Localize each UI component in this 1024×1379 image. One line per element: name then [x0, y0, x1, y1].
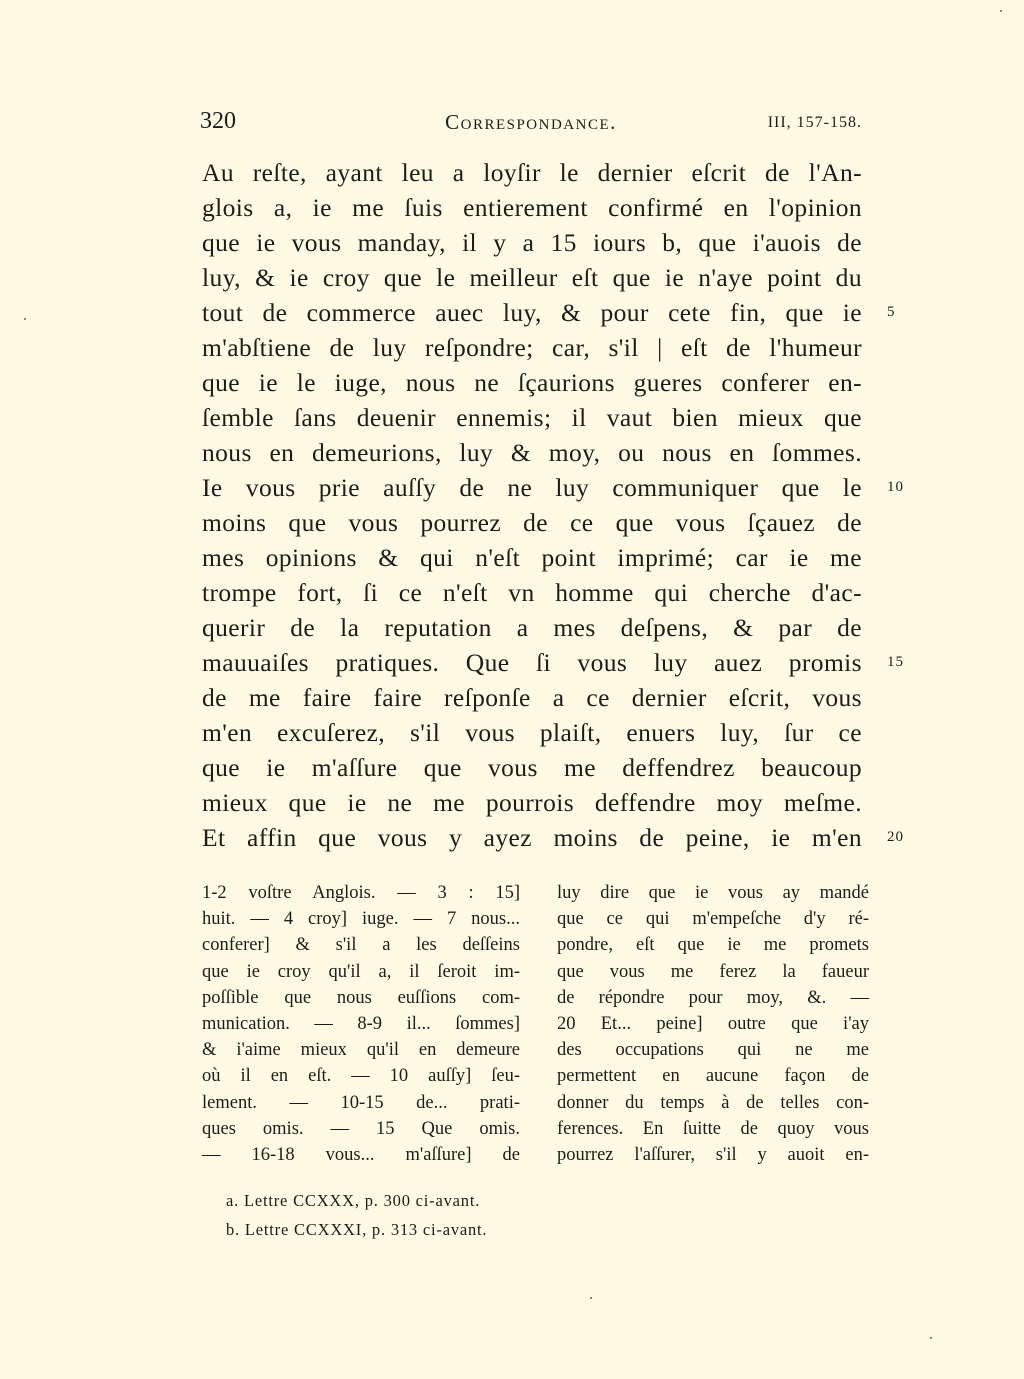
variant-line: pourrez l'aſſurer, s'il y auoit en- — [557, 1144, 869, 1165]
volume-reference: III, 157-158. — [767, 114, 862, 131]
line-number-marker: 15 — [887, 654, 904, 670]
text-line-content: trompe fort, ſi ce n'eſt vn homme qui cherche d'ac- — [202, 578, 862, 607]
variant-line: ferences. En ſuitte de quoy vous — [557, 1118, 869, 1139]
variant-line: munication. — 8-9 il... ſommes] — [202, 1013, 520, 1034]
footnote: b. Lettre CCXXXI, p. 313 ci-avant. — [226, 1220, 488, 1239]
variant-line: luy dire que ie vous ay mandé — [557, 883, 869, 903]
variant-line: poſſible que nous euſſions com- — [202, 987, 520, 1008]
text-line-content: Au reſte, ayant leu a loyſir le dernier eſcrit de l'An- — [202, 158, 862, 187]
variant-line: où il en eſt. — 10 auſſy] ſeu- — [202, 1066, 520, 1087]
paper-speck — [24, 318, 26, 320]
variant-line: permettent en aucune façon de — [557, 1066, 869, 1087]
text-line — [202, 785, 862, 820]
paper-speck — [1000, 10, 1002, 12]
paper-speck — [930, 1337, 932, 1339]
text-line-content: mauuaiſes pratiques. Que ſi vous luy auez promis — [202, 648, 862, 677]
running-title: Correspondance. — [445, 110, 617, 134]
variant-line: conferer] & s'il a les deſſeins — [202, 935, 520, 956]
text-line — [202, 750, 862, 785]
text-line-content: mieux que ie ne me pourrois deffendre moy meſme. — [202, 788, 862, 817]
text-line — [202, 505, 862, 540]
text-line-content: querir de la reputation a mes deſpens, & par de — [202, 613, 862, 642]
text-line-content: nous en demeurions, luy & moy, ou nous en ſommes. — [202, 438, 862, 467]
page-header — [200, 108, 862, 142]
text-line — [202, 400, 862, 435]
variant-line: pondre, eſt que ie me promets — [557, 935, 869, 956]
text-line — [202, 610, 862, 645]
text-line — [202, 435, 862, 470]
variants-left-column — [202, 880, 520, 1168]
text-line — [202, 225, 862, 260]
line-number-marker: 20 — [887, 829, 904, 845]
variant-line: que ce qui m'empeſche d'y ré- — [557, 909, 869, 930]
variant-line: ques omis. — 15 Que omis. — [202, 1118, 520, 1139]
variants-right-column — [557, 880, 869, 1168]
variant-line: donner du temps à de telles con- — [557, 1092, 869, 1113]
footnote: a. Lettre CCXXX, p. 300 ci-avant. — [226, 1191, 481, 1210]
text-line-content: moins que vous pourrez de ce que vous ſçauez de — [202, 508, 862, 537]
variant-line: lement. — 10-15 de... prati- — [202, 1092, 520, 1113]
text-line — [202, 155, 862, 190]
text-line-content: m'abſtiene de luy reſpondre; car, s'il | eſt de l'humeur — [202, 333, 862, 362]
text-line — [202, 820, 904, 855]
text-line — [202, 295, 896, 330]
variant-line: — 16-18 vous... m'aſſure] de — [202, 1144, 520, 1165]
text-line-content: ſemble ſans deuenir ennemis; il vaut bien mieux que — [202, 403, 862, 432]
text-line — [202, 190, 862, 225]
footnotes — [226, 1186, 487, 1244]
text-line — [202, 680, 862, 715]
main-text-block — [202, 155, 904, 855]
text-line-content: tout de commerce auec luy, & pour cete fin, que ie — [202, 298, 862, 327]
variant-line: huit. — 4 croy] iuge. — 7 nous... — [202, 909, 520, 930]
paper-speck — [590, 1297, 592, 1299]
variant-line: de répondre pour moy, &. — — [557, 987, 869, 1008]
variant-line: que ie croy qu'il a, il ſeroit im- — [202, 961, 520, 982]
text-line — [202, 540, 862, 575]
line-number-marker: 5 — [887, 304, 896, 320]
text-line — [202, 330, 862, 365]
variant-line: 1-2 voſtre Anglois. — 3 : 15] — [202, 883, 520, 903]
variant-line: des occupations qui ne me — [557, 1040, 869, 1061]
text-line — [202, 715, 862, 750]
text-line-content: glois a, ie me ſuis entierement confirmé en l'opinion — [202, 193, 862, 222]
text-line — [202, 260, 862, 295]
text-line-content: que ie m'aſſure que vous me deffendrez beaucoup — [202, 753, 862, 782]
text-line — [202, 470, 904, 505]
text-line-content: m'en excuſerez, s'il vous plaiſt, enuers luy, ſur ce — [202, 718, 862, 747]
page-number: 320 — [200, 108, 236, 134]
text-line-content: Ie vous prie auſſy de ne luy communiquer que le — [202, 473, 862, 502]
variant-line: que vous me ferez la faueur — [557, 961, 869, 982]
text-line-content: mes opinions & qui n'eſt point imprimé; car ie me — [202, 543, 862, 572]
text-line-content: que ie le iuge, nous ne ſçaurions gueres conferer en- — [202, 368, 862, 397]
text-line — [202, 365, 862, 400]
text-line-content: que ie vous manday, il y a 15 iours b, que i'auois de — [202, 228, 862, 257]
line-number-marker: 10 — [887, 479, 904, 495]
text-line — [202, 645, 904, 680]
variant-line: 20 Et... peine] outre que i'ay — [557, 1013, 869, 1034]
text-line-content: luy, & ie croy que le meilleur eſt que ie n'aye point du — [202, 263, 862, 292]
text-line — [202, 575, 862, 610]
text-line-content: de me faire faire reſponſe a ce dernier eſcrit, vous — [202, 683, 862, 712]
variant-line: & i'aime mieux qu'il en demeure — [202, 1040, 520, 1061]
text-line-content: Et affin que vous y ayez moins de peine, ie m'en — [202, 823, 862, 852]
